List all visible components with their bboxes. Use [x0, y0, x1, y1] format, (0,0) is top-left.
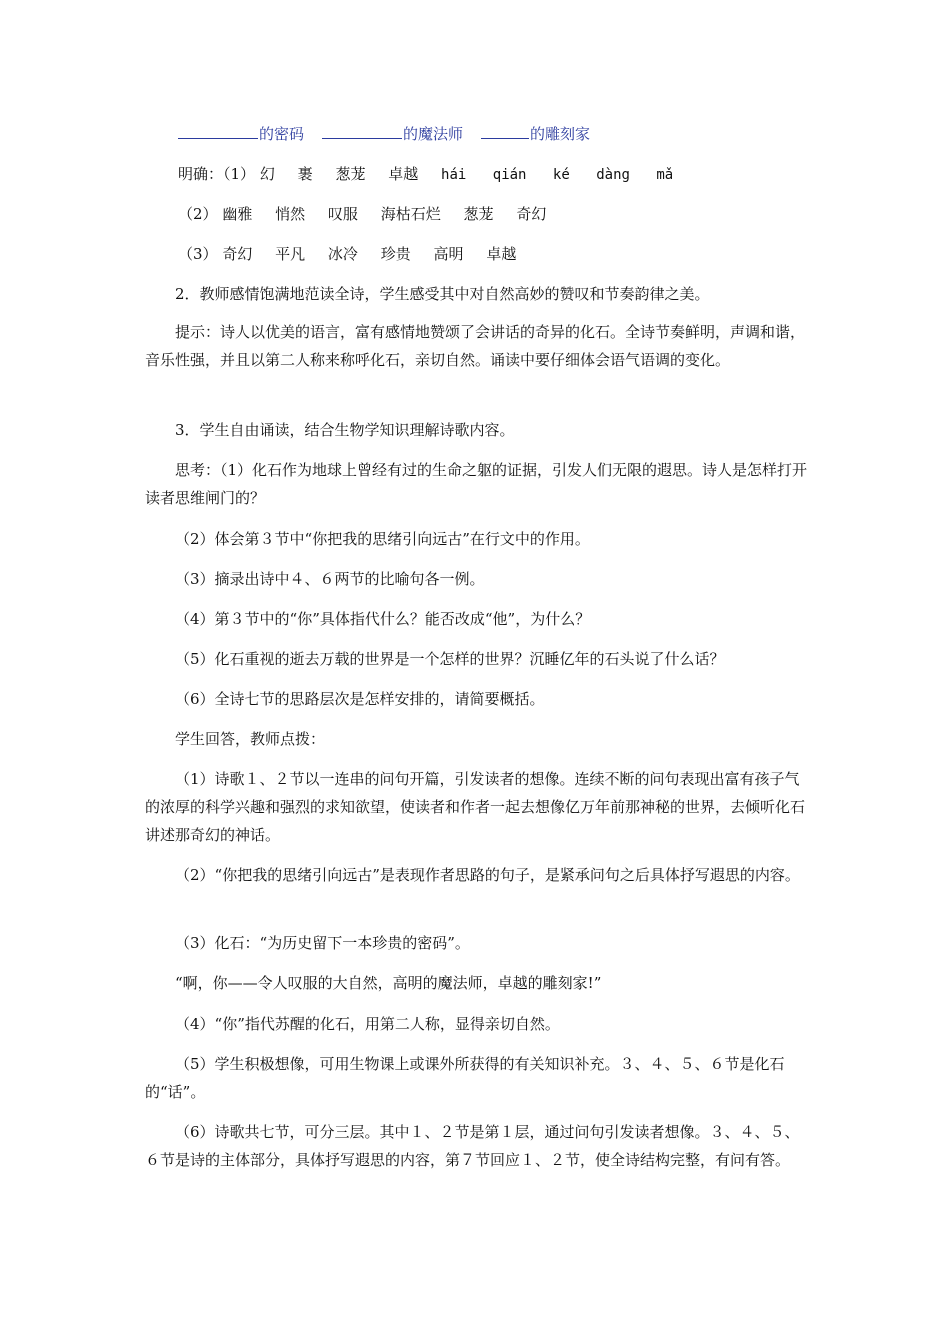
fill-blanks-line [178, 124, 848, 144]
step-3: 3．学生自由诵读，结合生物学知识理解诗歌内容。 [175, 421, 515, 439]
think-q5: （5）化石重视的逝去万载的世界是一个怎样的世界？沉睡亿年的石头说了什么话？ [175, 650, 725, 668]
answer-intro: 学生回答，教师点拨： [175, 730, 326, 748]
think-q1: 思考：（1）化石作为地球上曾经有过的生命之躯的证据，引发人们无限的遐思。诗人是怎样打开读者思维闸门的？ [145, 461, 808, 507]
word: 珍贵 [380, 245, 411, 263]
answer-a4: （4）“你”指代苏醒的化石，用第二人称，显得亲切自然。 [175, 1015, 560, 1033]
blank-label: 的魔法师 [403, 125, 464, 143]
answer-a2: （2）“你把我的思绪引向远古”是表现作者思路的句子，是紧承问句之后具体抒写遐思的内容。 [175, 866, 800, 884]
pinyin: qián [492, 167, 527, 183]
answer-a6: （6）诗歌共七节，可分三层。其中１、２节是第１层，通过问句引发读者想像。３、４、５、６节是诗的主体部分，具体抒写遐思的内容，第７节回应１、２节，使全诗结构完整，有问有答。 [145, 1123, 800, 1169]
answer-num: （3） [178, 245, 218, 263]
answer-line-2 [178, 204, 848, 224]
tip-paragraph: 提示：诗人以优美的语言，富有感情地赞颂了会讲话的奇异的化石。全诗节奏鲜明，声调和谐，音乐性强，并且以第二人称来称呼化石，亲切自然。诵读中要仔细体会语气语调的变化。 [145, 323, 806, 369]
answer-a1: （1）诗歌１、２节以一连串的问句开篇，引发读者的想像。连续不断的问句表现出富有孩子气的浓厚的科学兴趣和强烈的求知欲望，使读者和作者一起去想像亿万年前那神秘的世界，去倾听化石讲述那奇幻的神话。 [145, 770, 806, 844]
answer-a3: （3）化石：“为历史留下一本珍贵的密码”。 [175, 934, 470, 952]
think-q6: （6）全诗七节的思路层次是怎样安排的，请简要概括。 [175, 690, 545, 708]
word-list [222, 205, 546, 223]
word: 裹 [297, 165, 313, 183]
word: 幻 [259, 165, 275, 183]
word: 葱茏 [335, 165, 366, 183]
pinyin: mǎ [656, 167, 674, 183]
word: 卓越 [388, 165, 419, 183]
word: 悄然 [275, 205, 306, 223]
word: 奇幻 [516, 205, 547, 223]
think-q3: （3）摘录出诗中４、６两节的比喻句各一例。 [175, 570, 485, 588]
answer-num: （1） [223, 165, 256, 183]
pinyin: dàng [596, 167, 630, 183]
blank-line [322, 124, 402, 139]
think-q2: （2）体会第３节中“你把我的思绪引向远古”在行文中的作用。 [175, 530, 590, 548]
blank-label: 的雕刻家 [530, 125, 591, 143]
blank-line [481, 124, 529, 139]
word: 海枯石烂 [380, 205, 441, 223]
word: 高明 [433, 245, 464, 263]
blank-label: 的密码 [259, 125, 305, 143]
word: 葱茏 [463, 205, 494, 223]
pinyin: hái [441, 167, 467, 183]
blank-line [178, 124, 258, 139]
answer-line-3 [178, 244, 848, 264]
answer-a3b: “啊，你——令人叹服的大自然，高明的魔法师，卓越的雕刻家!” [175, 974, 602, 992]
word-list [260, 165, 423, 183]
pinyin: ké [552, 167, 570, 183]
pinyin-list [441, 167, 673, 183]
step-2: 2．教师感情饱满地范读全诗，学生感受其中对自然高妙的赞叹和节奏韵律之美。 [175, 285, 710, 303]
think-q4: （4）第３节中的“你”具体指代什么？能否改成“他”，为什么？ [175, 610, 591, 628]
word: 奇幻 [222, 245, 253, 263]
word: 叹服 [327, 205, 358, 223]
word: 平凡 [275, 245, 306, 263]
word-list [222, 245, 516, 263]
word: 冰冷 [327, 245, 358, 263]
answer-a5: （5）学生积极想像，可用生物课上或课外所获得的有关知识补充。３、４、５、６节是化石的“话”。 [145, 1055, 785, 1101]
word: 卓越 [486, 245, 517, 263]
answer-num: （2） [178, 205, 218, 223]
answer-label: 明确： [178, 165, 224, 183]
answer-line-1 [178, 164, 848, 185]
word: 幽雅 [222, 205, 253, 223]
